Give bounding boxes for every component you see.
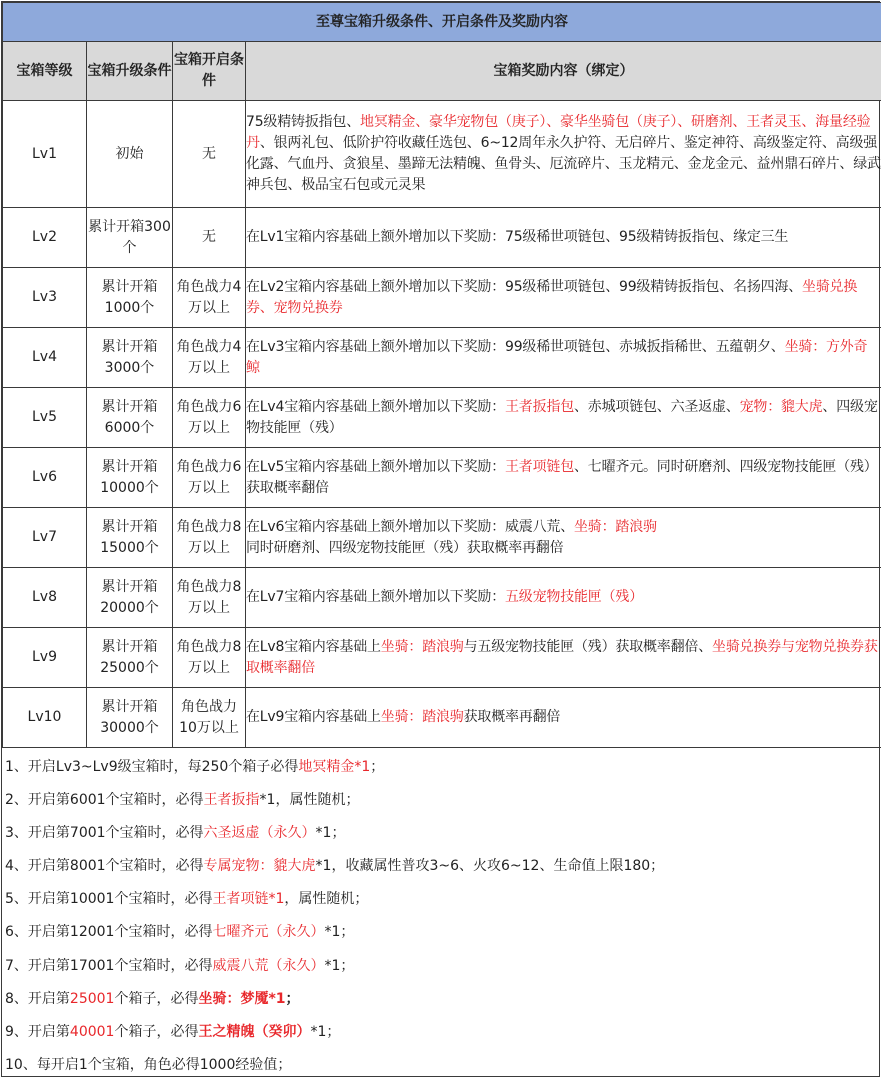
text-segment: 3、开启第7001个宝箱时，必得 (5, 825, 204, 841)
text-segment: 10、每开启1个宝箱，角色必得1000经验值； (5, 1057, 291, 1073)
highlight-text: 王者扳指 (204, 792, 260, 808)
highlight-text: 坐骑：梦魇*1 (198, 991, 285, 1007)
text-segment: *1，属性随机； (260, 792, 360, 808)
reward-sheet (1, 1, 880, 1077)
header-reward-content: 宝箱奖励内容（绑定） (246, 42, 881, 101)
level-cell: Lv4 (3, 328, 87, 388)
level-cell: Lv10 (3, 688, 87, 748)
reward-table (2, 2, 881, 748)
highlight-text: 七曜齐元（永久） (212, 924, 324, 940)
level-cell: Lv6 (3, 448, 87, 508)
highlight-text: 40001 (70, 1024, 115, 1040)
text-segment: *1，收藏属性普攻3~6、火攻6~12、生命值上限180； (316, 858, 665, 874)
note-item (2, 817, 879, 850)
text-segment: 在Lv8宝箱内容基础上 (246, 639, 381, 655)
text-segment: *1； (310, 1024, 340, 1040)
note-item (2, 1049, 879, 1082)
text-segment: 在Lv2宝箱内容基础上额外增加以下奖励：95级稀世项链包、99级精铸扳指包、名扬四海、 (246, 279, 802, 295)
open-condition-cell: 角色战力8万以上 (173, 628, 246, 688)
highlight-text: 威震八荒（永久） (212, 958, 324, 974)
text-segment: ； (286, 991, 300, 1007)
text-segment: 8、开启第 (5, 991, 70, 1007)
reward-cell (246, 628, 881, 688)
text-segment: 在Lv6宝箱内容基础上额外增加以下奖励：威震八荒、 (246, 519, 574, 535)
text-segment: 5、开启第10001个宝箱时，必得 (5, 891, 212, 907)
note-item (2, 1016, 879, 1049)
table-row (3, 328, 881, 388)
text-segment: *1； (324, 924, 354, 940)
reward-cell (246, 328, 881, 388)
reward-cell (246, 568, 881, 628)
table-row (3, 388, 881, 448)
level-cell: Lv2 (3, 208, 87, 268)
reward-cell (246, 688, 881, 748)
highlight-text: 坐骑：踏浪驹 (574, 519, 657, 535)
highlight-text: 地冥精金*1 (298, 759, 370, 775)
upgrade-condition-cell: 累计开箱20000个 (87, 568, 173, 628)
upgrade-condition-cell: 累计开箱300个 (87, 208, 173, 268)
open-condition-cell: 角色战力10万以上 (173, 688, 246, 748)
table-row (3, 568, 881, 628)
upgrade-condition-cell: 初始 (87, 101, 173, 208)
table-row (3, 101, 881, 208)
table-row (3, 508, 881, 568)
text-segment: 6、开启第12001个宝箱时，必得 (5, 924, 212, 940)
text-segment: 在Lv9宝箱内容基础上 (246, 709, 381, 725)
open-condition-cell: 角色战力4万以上 (173, 268, 246, 328)
text-segment: 4、开启第8001个宝箱时，必得 (5, 858, 204, 874)
text-segment: ； (370, 759, 384, 775)
text-segment: 在Lv5宝箱内容基础上额外增加以下奖励： (246, 459, 505, 475)
text-segment: 在Lv4宝箱内容基础上额外增加以下奖励： (246, 399, 505, 415)
open-condition-cell: 角色战力8万以上 (173, 568, 246, 628)
upgrade-condition-cell: 累计开箱25000个 (87, 628, 173, 688)
table-row (3, 268, 881, 328)
highlight-text: 坐骑：踏浪驹 (381, 709, 464, 725)
reward-cell (246, 101, 881, 208)
note-item (2, 784, 879, 817)
text-segment: 、银两礼包、低阶护符收藏任选包、6~12周年永久护符、无启碎片、鉴定神符、高级鉴定符、高级强化露、气血丹、贪狼星、墨蹄无法精魄、鱼骨头、厄流碎片、玉龙精元、金龙金元、益州鼎石碎片、绿武神兵包、极品宝石包或元灵果 (246, 135, 881, 193)
text-segment: 个箱子，必得 (114, 1024, 198, 1040)
level-cell: Lv8 (3, 568, 87, 628)
text-segment: 2、开启第6001个宝箱时，必得 (5, 792, 204, 808)
text-segment: 在Lv3宝箱内容基础上额外增加以下奖励：99级稀世项链包、赤城扳指稀世、五蕴朝夕、 (246, 339, 785, 355)
upgrade-condition-cell: 累计开箱1000个 (87, 268, 173, 328)
level-cell: Lv1 (3, 101, 87, 208)
table-row (3, 448, 881, 508)
open-condition-cell: 无 (173, 101, 246, 208)
level-cell: Lv9 (3, 628, 87, 688)
highlight-text: 地冥精金、豪华宠物包（庚子）、豪华坐骑包（庚子）、研磨剂、王者灵玉、海量经验丹 (246, 114, 870, 151)
highlight-text: 王者扳指包 (505, 399, 574, 415)
highlight-text: 五级宠物技能匣（残） (505, 589, 643, 605)
open-condition-cell: 角色战力6万以上 (173, 448, 246, 508)
highlight-text: 王之精魄（癸卯） (198, 1024, 310, 1040)
text-segment: 获取概率再翻倍 (464, 709, 561, 725)
note-item (2, 883, 879, 916)
upgrade-condition-cell: 累计开箱30000个 (87, 688, 173, 748)
text-segment: 、四级宠物技能匣（残） (246, 399, 878, 436)
highlight-text: 坐骑兑换券与宠物兑换券获取概率翻倍 (246, 639, 878, 676)
reward-cell (246, 388, 881, 448)
text-segment: 7、开启第17001个宝箱时，必得 (5, 958, 212, 974)
header-upgrade-condition: 宝箱升级条件 (87, 42, 173, 101)
text-segment: 、赤城项链包、六圣返虚、 (574, 399, 740, 415)
reward-cell (246, 268, 881, 328)
level-cell: Lv3 (3, 268, 87, 328)
highlight-text: 坐骑：方外奇鲸 (246, 339, 867, 376)
highlight-text: 坐骑：踏浪驹 (381, 639, 464, 655)
highlight-text: 王者项链*1 (212, 891, 284, 907)
highlight-text: 六圣返虚（永久） (204, 825, 316, 841)
highlight-text: 专属宠物：貔大虎 (204, 858, 316, 874)
upgrade-condition-cell: 累计开箱10000个 (87, 448, 173, 508)
notes-list (2, 751, 879, 1082)
text-segment: 个箱子，必得 (114, 991, 198, 1007)
text-segment: *1； (324, 958, 354, 974)
text-segment: 与五级宠物技能匣（残）获取概率翻倍、 (464, 639, 712, 655)
header-open-condition: 宝箱开启条件 (173, 42, 246, 101)
highlight-text: 坐骑兑换券、宠物兑换券 (246, 279, 857, 316)
level-cell: Lv5 (3, 388, 87, 448)
text-segment: 9、开启第 (5, 1024, 70, 1040)
open-condition-cell: 角色战力8万以上 (173, 508, 246, 568)
level-cell: Lv7 (3, 508, 87, 568)
table-title: 至尊宝箱升级条件、开启条件及奖励内容 (3, 3, 881, 42)
table-row (3, 628, 881, 688)
upgrade-condition-cell: 累计开箱15000个 (87, 508, 173, 568)
table-row (3, 688, 881, 748)
text-segment: 同时研磨剂、四级宠物技能匣（残）获取概率再翻倍 (246, 540, 563, 556)
text-segment: 在Lv7宝箱内容基础上额外增加以下奖励： (246, 589, 505, 605)
text-segment: 在Lv1宝箱内容基础上额外增加以下奖励：75级稀世项链包、95级精铸扳指包、缘定三生 (246, 229, 788, 245)
text-segment: *1； (316, 825, 346, 841)
highlight-text: 王者项链包 (505, 459, 574, 475)
text-segment: 75级精铸扳指包、 (246, 114, 360, 130)
open-condition-cell: 角色战力4万以上 (173, 328, 246, 388)
text-segment: ，属性随机； (284, 891, 368, 907)
upgrade-condition-cell: 累计开箱3000个 (87, 328, 173, 388)
note-item (2, 983, 879, 1016)
note-item (2, 850, 879, 883)
reward-cell (246, 508, 881, 568)
note-item (2, 950, 879, 983)
open-condition-cell: 无 (173, 208, 246, 268)
table-row (3, 208, 881, 268)
reward-cell (246, 208, 881, 268)
reward-cell (246, 448, 881, 508)
open-condition-cell: 角色战力6万以上 (173, 388, 246, 448)
header-level: 宝箱等级 (3, 42, 87, 101)
upgrade-condition-cell: 累计开箱6000个 (87, 388, 173, 448)
highlight-text: 宠物：貔大虎 (740, 399, 823, 415)
text-segment: 1、开启Lv3~Lv9级宝箱时，每250个箱子必得 (5, 759, 298, 775)
note-item (2, 751, 879, 784)
text-segment: 、七曜齐元。同时研磨剂、四级宠物技能匣（残）获取概率翻倍 (246, 459, 878, 496)
note-item (2, 916, 879, 949)
highlight-text: 25001 (70, 991, 115, 1007)
